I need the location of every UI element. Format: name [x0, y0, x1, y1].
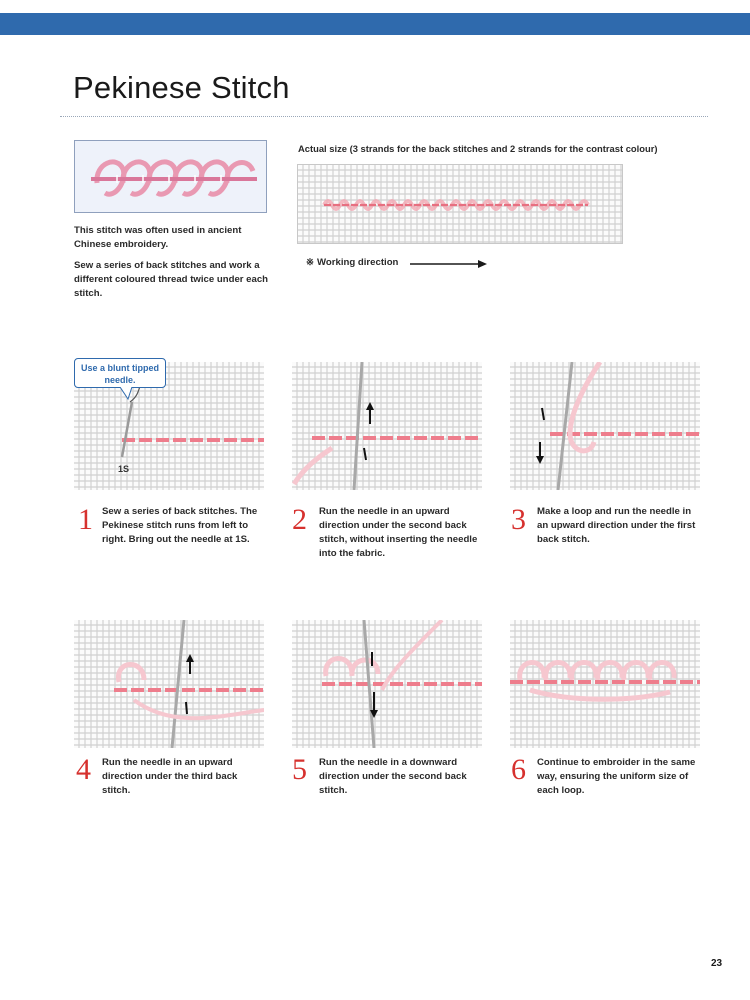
step-6-number: 6 — [511, 753, 526, 786]
step-5-text: Run the needle in a downward direction under the second back stitch. — [319, 757, 467, 796]
step-4-number: 4 — [76, 753, 91, 786]
step-2-text: Run the needle in an upward direction under the second back stitch, without inserting the needle into the fabric. — [319, 506, 478, 559]
intro-text-2: Sew a series of back stitches and work a different coloured thread twice under each stitch. — [74, 260, 269, 299]
step-5-number: 5 — [292, 753, 307, 786]
top-header-bar — [0, 13, 750, 35]
working-direction-arrow-icon — [410, 259, 490, 269]
step-6-photo — [510, 620, 700, 748]
stitch-diagram — [74, 140, 267, 213]
callout-pointer-icon — [118, 387, 138, 401]
step-1-number: 1 — [78, 503, 93, 536]
start-marker: 1S — [118, 464, 130, 474]
step-1-text: Sew a series of back stitches. The Pekinese stitch runs from left to right. Bring out the needle at 1S. — [102, 506, 258, 545]
step-4-photo — [74, 620, 264, 748]
step-6-text: Continue to embroider in the same way, ensuring the uniform size of each loop. — [537, 757, 696, 796]
actual-size-label: Actual size (3 strands for the back stitches and 2 strands for the contrast colour) — [298, 143, 658, 154]
actual-size-sample — [297, 164, 623, 244]
page-title: Pekinese Stitch — [73, 70, 290, 105]
page-number: 23 — [711, 958, 723, 969]
note-mark: ※ — [306, 257, 315, 268]
step-3-photo — [510, 362, 700, 490]
step-4-text: Run the needle in an upward direction under the third back stitch. — [102, 757, 238, 796]
step-2-number: 2 — [292, 503, 307, 536]
working-direction-label: Working direction — [317, 257, 399, 268]
blunt-needle-callout: Use a blunt tipped needle. — [74, 358, 166, 388]
intro-text-1: This stitch was often used in ancient Chinese embroidery. — [74, 225, 242, 250]
working-direction-note — [306, 257, 398, 268]
step-5-photo — [292, 620, 482, 748]
title-divider — [60, 116, 708, 117]
step-3-number: 3 — [511, 503, 526, 536]
step-3-text: Make a loop and run the needle in an upward direction under the first back stitch. — [537, 506, 696, 545]
step-2-photo — [292, 362, 482, 490]
